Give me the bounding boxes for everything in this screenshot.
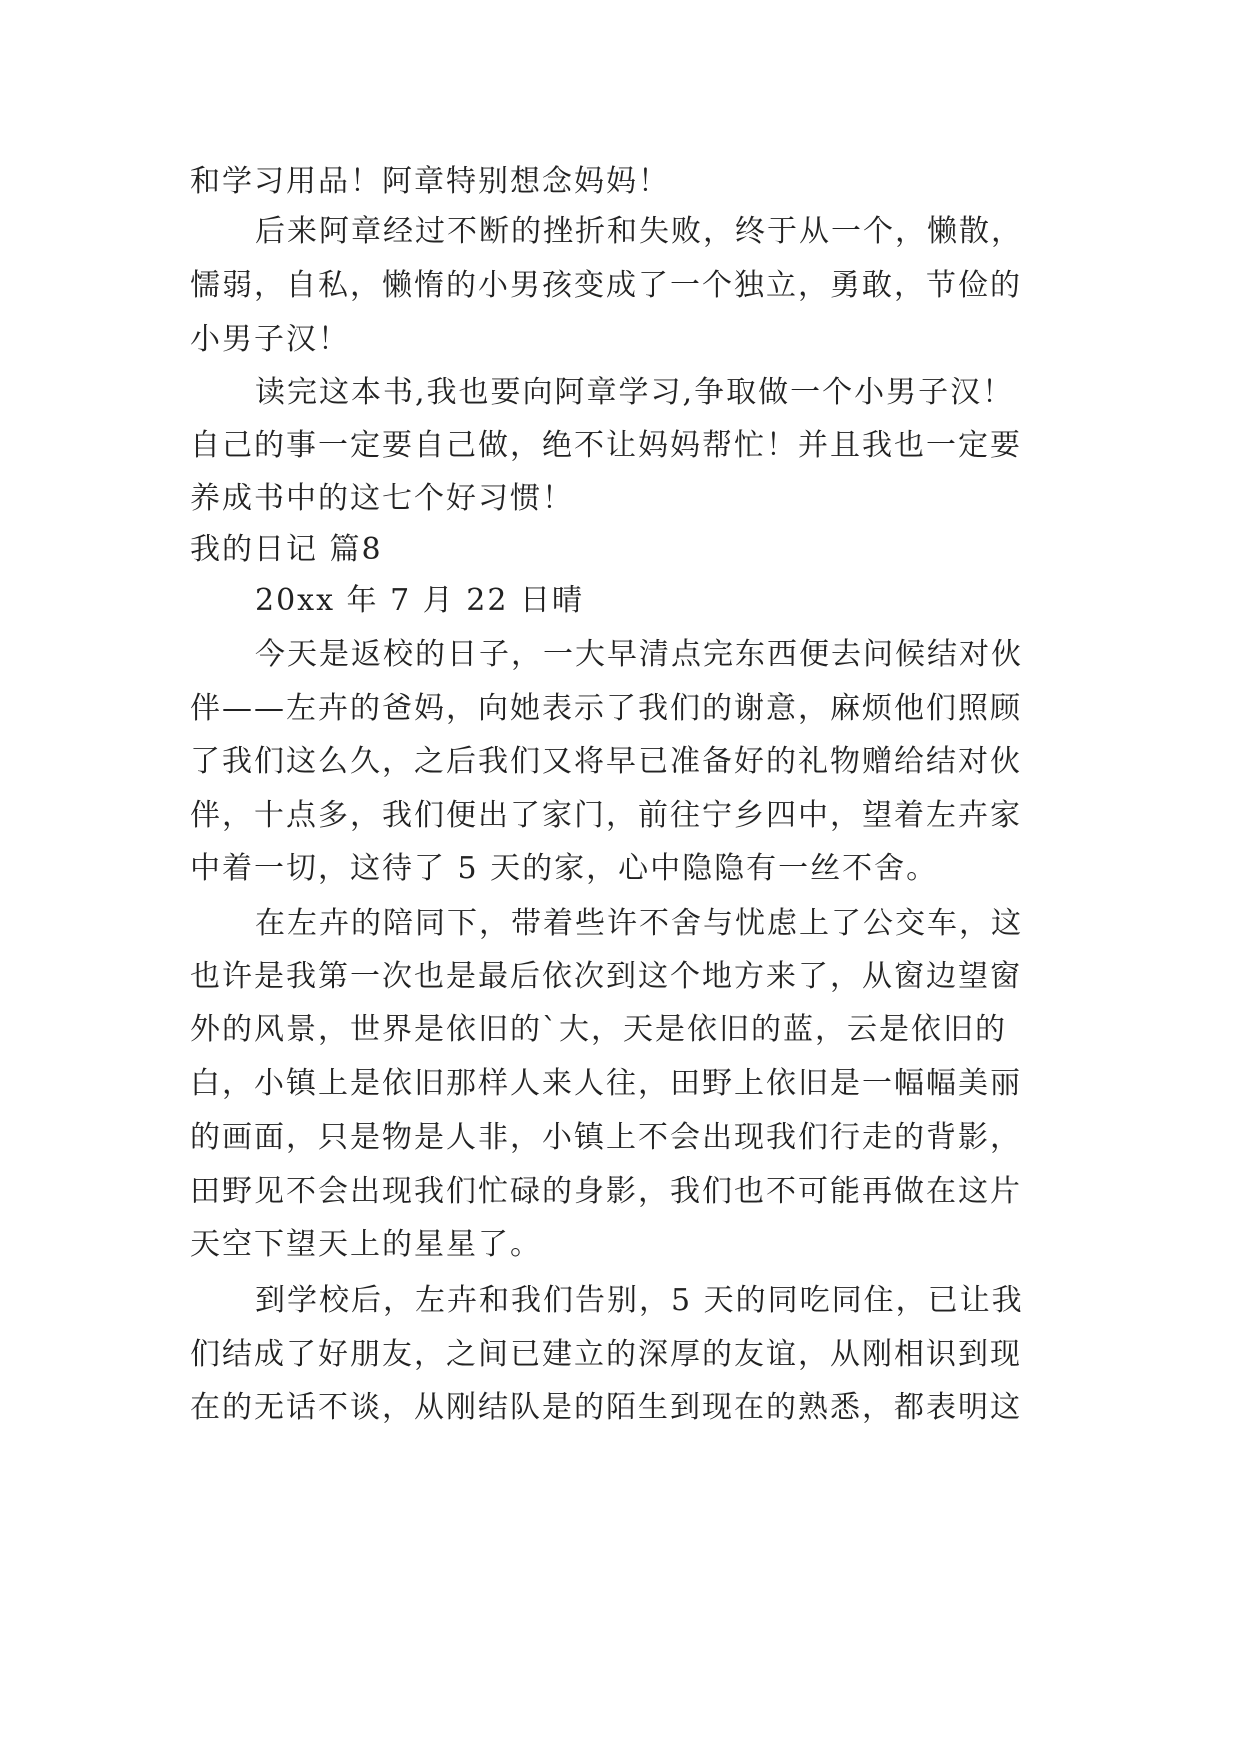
text-line: 后来阿章经过不断的挫折和失败，终于从一个，懒散， (255, 214, 1023, 249)
text-line: 了我们这么久，之后我们又将早已准备好的礼物赠给结对伙 (190, 744, 1022, 779)
section-heading: 我的日记 篇8 (190, 532, 383, 567)
text-line: 在左卉的陪同下，带着些许不舍与忧虑上了公交车，这 (255, 906, 1023, 941)
text-line: 小男子汉！ (190, 322, 350, 357)
text-line: 和学习用品！阿章特别想念妈妈！ (190, 164, 670, 199)
text-line: 今天是返校的日子，一大早清点完东西便去问候结对伙 (255, 637, 1023, 672)
text-line: 外的风景，世界是依旧的`大，天是依旧的蓝，云是依旧的 (190, 1012, 1007, 1047)
text-line: 也许是我第一次也是最后依次到这个地方来了，从窗边望窗 (190, 959, 1022, 994)
text-line: 懦弱，自私，懒惰的小男孩变成了一个独立，勇敢，节俭的 (190, 268, 1022, 303)
text-line: 白，小镇上是依旧那样人来人往，田野上依旧是一幅幅美丽 (190, 1066, 1022, 1101)
text-line: 养成书中的这七个好习惯！ (190, 481, 574, 516)
text-line: 到学校后，左卉和我们告别，5 天的同吃同住，已让我 (255, 1283, 1024, 1318)
text-line: 中着一切，这待了 5 天的家，心中隐隐有一丝不舍。 (190, 851, 939, 886)
text-line: 在的无话不谈，从刚结队是的陌生到现在的熟悉，都表明这 (190, 1390, 1022, 1425)
text-line: 的画面，只是物是人非，小镇上不会出现我们行走的背影， (190, 1120, 1022, 1155)
text-line: 田野见不会出现我们忙碌的身影，我们也不可能再做在这片 (190, 1174, 1022, 1209)
diary-date: 20xx 年 7 月 22 日晴 (255, 583, 584, 618)
text-line: 天空下望天上的星星了。 (190, 1227, 542, 1262)
text-line: 伴——左卉的爸妈，向她表示了我们的谢意，麻烦他们照顾 (190, 691, 1022, 726)
text-line: 们结成了好朋友，之间已建立的深厚的友谊，从刚相识到现 (190, 1337, 1022, 1372)
text-line: 读完这本书,我也要向阿章学习,争取做一个小男子汉！ (255, 375, 1015, 410)
text-line: 自己的事一定要自己做，绝不让妈妈帮忙！并且我也一定要 (190, 428, 1022, 463)
text-line: 伴，十点多，我们便出了家门，前往宁乡四中，望着左卉家 (190, 798, 1022, 833)
